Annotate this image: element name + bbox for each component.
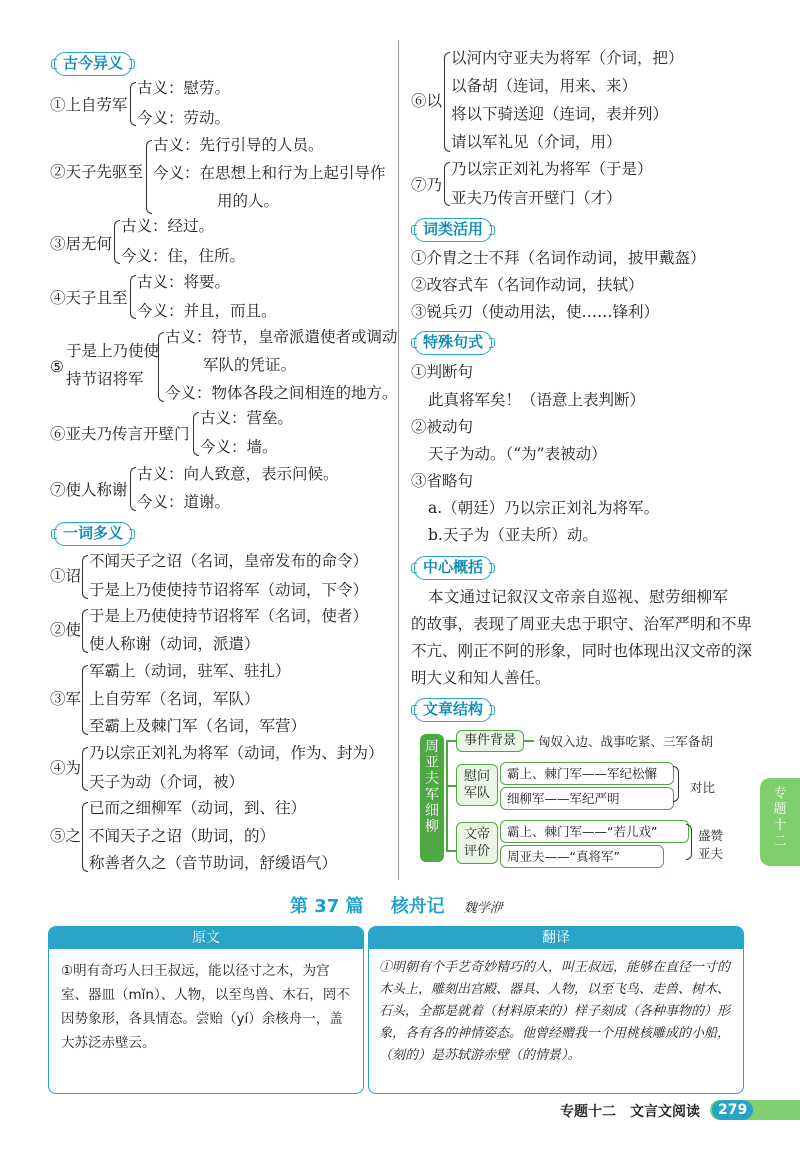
yici-word-5: ⑤之 [50,827,82,845]
yici-line: 不闻天子之诏（名词，皇帝发布的命令） [89,552,369,570]
gujin-jin-4: 今义：并且，而且。 [137,302,277,320]
duibi-label: 对比 [690,780,716,795]
pj-item-1: 霸上、棘门军——“若儿戏” [500,820,689,843]
gujin-term-5a: 于是上乃使使 [66,342,160,360]
zhongxin-line: 明大义和知人善任。 [411,669,551,687]
zan-a: 盛赞 [698,828,724,843]
page-number: 279 [712,1100,753,1120]
column-divider [398,40,399,880]
yici-line: 将以下骑送迎（连词，表并列） [451,105,669,123]
zhongxin-line: 不亢、刚正不阿的形象，同时也体现出汉文帝的深 [411,642,753,660]
yici-word-1: ①诏 [50,567,82,585]
teshu-item: b.天子为（亚夫所）动。 [428,526,598,544]
yici-line: 以备胡（连词，用来、来） [451,77,638,95]
yici-line: 上自劳军（名词，军队） [89,690,260,708]
pj-label-a: 文帝 [463,827,490,842]
structure-root-text: 周亚夫军细柳 [425,739,439,835]
gujin-jin-7: 今义：道谢。 [137,493,231,511]
gujin-term-5b: 持节诏将军 [66,370,144,388]
connector [446,740,456,742]
gujin-jin-2: 今义：在思想上和行为上起引导作 [153,164,386,182]
teshu-item: 此真将军矣！（语意上表判断） [428,391,646,409]
yici-line: 军霸上（动词，驻军、驻扎） [89,662,291,680]
gujin-gu-2: 古义：先行引导的人员。 [153,136,324,154]
yici-line: 乃以宗正刘礼为将军（于是） [451,160,653,178]
yici-line: 至霸上及棘门军（名词，军营） [89,717,307,735]
panel-translation-text: ①明朝有个手艺奇妙精巧的人，叫王叔远，能够在直径一寸的木头上，雕刻出宫殿、器具、人物，以至飞鸟、走兽、树木、石头，全都是就着（材料原来的）样子刻成（各种事物的）形象，各有各的神情姿态。他曾经赠我一个用桃核雕成的小船，（刻的）是苏轼游赤壁（的情景）。 [379,960,731,1063]
connector [524,740,534,742]
structure-root [420,734,444,862]
yici-line: 请以军礼见（介词，用） [451,133,622,151]
yici-line: 使人称谢（动词，派遣） [89,635,260,653]
panel-translation [368,926,744,1094]
yici-line: 于是上乃使使持节诏将军（动词，下令） [89,581,369,599]
section-zhongxin: 中心概括 [414,556,492,580]
yici-word-6: ⑥以 [411,92,443,110]
brace [193,412,199,456]
yici-word-2: ②使 [50,621,82,639]
yici-line: 亚夫乃传言开壁门（才） [451,189,622,207]
teshu-item: ①判断句 [411,363,474,381]
panel-original-header: 原文 [49,927,363,949]
yici-line: 称善者久之（音节助词，舒缓语气） [89,854,338,872]
gujin-term-7: ⑦使人称谢 [50,481,128,499]
section-gujin: 古今异义 [54,52,132,76]
gujin-term-6: ⑥亚夫乃传言开壁门 [50,425,190,443]
yici-word-7: ⑦乃 [411,176,443,194]
bg-label: 事件背景 [456,730,524,752]
yici-word-3: ③军 [50,690,82,708]
gujin-gu-4: 古义：将要。 [137,273,231,291]
cilei-item: ③锐兵刃（使动用法，使……锋利） [411,303,660,321]
pj-item-2: 周亚夫——“真将军” [500,845,664,868]
gujin-gu-7: 古义：向人致意，表示问候。 [137,465,339,483]
cilei-item: ②改容式车（名词作动词，扶轼） [411,276,644,294]
brace [82,555,88,599]
yici-line: 天子为动（介词，被） [89,773,245,791]
zhongxin-line: 本文通过记叙汉文帝亲自巡视、慰劳细柳军 [428,588,729,606]
side-tab-text: 专题十二 [773,786,787,849]
pj-label [456,822,498,864]
wl-item-1: 霸上、棘门军——军纪松懈 [500,762,674,785]
yici-line: 于是上乃使使持节诏将军（名词，使者） [89,607,369,625]
gujin-term-2: ②天子先驱至 [50,163,144,181]
gujin-jin-5: 今义：物体各段之间相连的地方。 [165,384,398,402]
wl-label-a: 慰问 [463,769,490,784]
brace [82,609,88,653]
gujin-term-1: ①上自劳军 [50,96,128,114]
brace [146,140,152,214]
section-teshu: 特殊句式 [414,331,492,355]
panel-original [48,926,364,1094]
teshu-item: 天子为动。（“为”表被动） [428,445,607,463]
brace [130,82,136,126]
zan-b: 亚夫 [698,846,724,861]
section-yici: 一词多义 [54,522,132,546]
brace [444,52,450,152]
bg-text: 匈奴入边、战事吃紧、三军备胡 [538,734,714,749]
yici-line: 不闻天子之诏（助词，的） [89,827,276,845]
gujin-gu-5: 古义：符节，皇帝派遣使者或调动 [165,328,398,346]
connector [446,785,456,787]
panel-original-text: ①明有奇巧人曰王叔远，能以径寸之木，为宫室、器皿（mǐn）、人物，以至鸟兽、木石，罔不因势象形，各具情态。尝贻（yí）余核舟一，盖大苏泛赤壁云。 [61,963,350,1051]
gujin-term-5-num: ⑤ [50,358,64,376]
footer-label: 专题十二 文言文阅读 [560,1104,700,1120]
brace [444,162,450,206]
top-header-strip [0,0,800,10]
article-number: 第 37 篇 [290,896,364,917]
yici-line: 乃以宗正刘礼为将军（动词，作为、封为） [89,744,384,762]
section-jiegou: 文章结构 [414,698,492,722]
wl-label-b: 军队 [463,786,490,801]
brace [82,802,88,872]
brace [686,824,692,860]
panel-translation-header: 翻译 [369,927,743,949]
section-cilei: 词类活用 [414,218,492,242]
yici-line: 以河内守亚夫为将军（介词，把） [451,49,684,67]
gujin-jin-1: 今义：劳动。 [137,109,231,127]
teshu-item: ②被动句 [411,418,474,436]
gujin-jin-6: 今义：墙。 [200,438,278,456]
gujin-jin-3: 今义：住，住所。 [121,247,246,265]
gujin-term-4: ④天子且至 [50,289,128,307]
brace [130,275,136,319]
cilei-item: ①介胄之士不拜（名词作动词，披甲戴盔） [411,249,706,267]
brace [158,332,164,402]
article-author: 魏学洢 [463,901,503,916]
brace [673,766,679,802]
brace [130,467,136,511]
yici-word-4: ④为 [50,759,82,777]
brace [82,665,88,735]
connector [446,850,456,852]
article-title: 核舟记 [390,896,445,917]
teshu-item: ③省略句 [411,472,474,490]
wl-label [456,764,498,806]
teshu-item: a.（朝廷）乃以宗正刘礼为将军。 [428,499,660,517]
gujin-gu-1: 古义：慰劳。 [137,79,231,97]
brace [114,220,120,264]
gujin-gu2-5: 军队的凭证。 [203,356,297,374]
zhongxin-line: 的故事，表现了周亚夫忠于职守、治军严明和不卑 [411,615,753,633]
pj-label-b: 评价 [463,844,490,859]
gujin-gu-3: 古义：经过。 [121,217,215,235]
brace [82,747,88,791]
gujin-term-3: ③居无何 [50,235,113,253]
connector [446,740,448,852]
yici-line: 已而之细柳军（动词，到、往） [89,799,307,817]
wl-item-2: 细柳军——军纪严明 [500,787,674,810]
side-tab [760,778,800,866]
article-title-row [290,892,503,918]
gujin-gu-6: 古义：营垒。 [200,409,294,427]
gujin-jin2-2: 用的人。 [217,192,280,210]
